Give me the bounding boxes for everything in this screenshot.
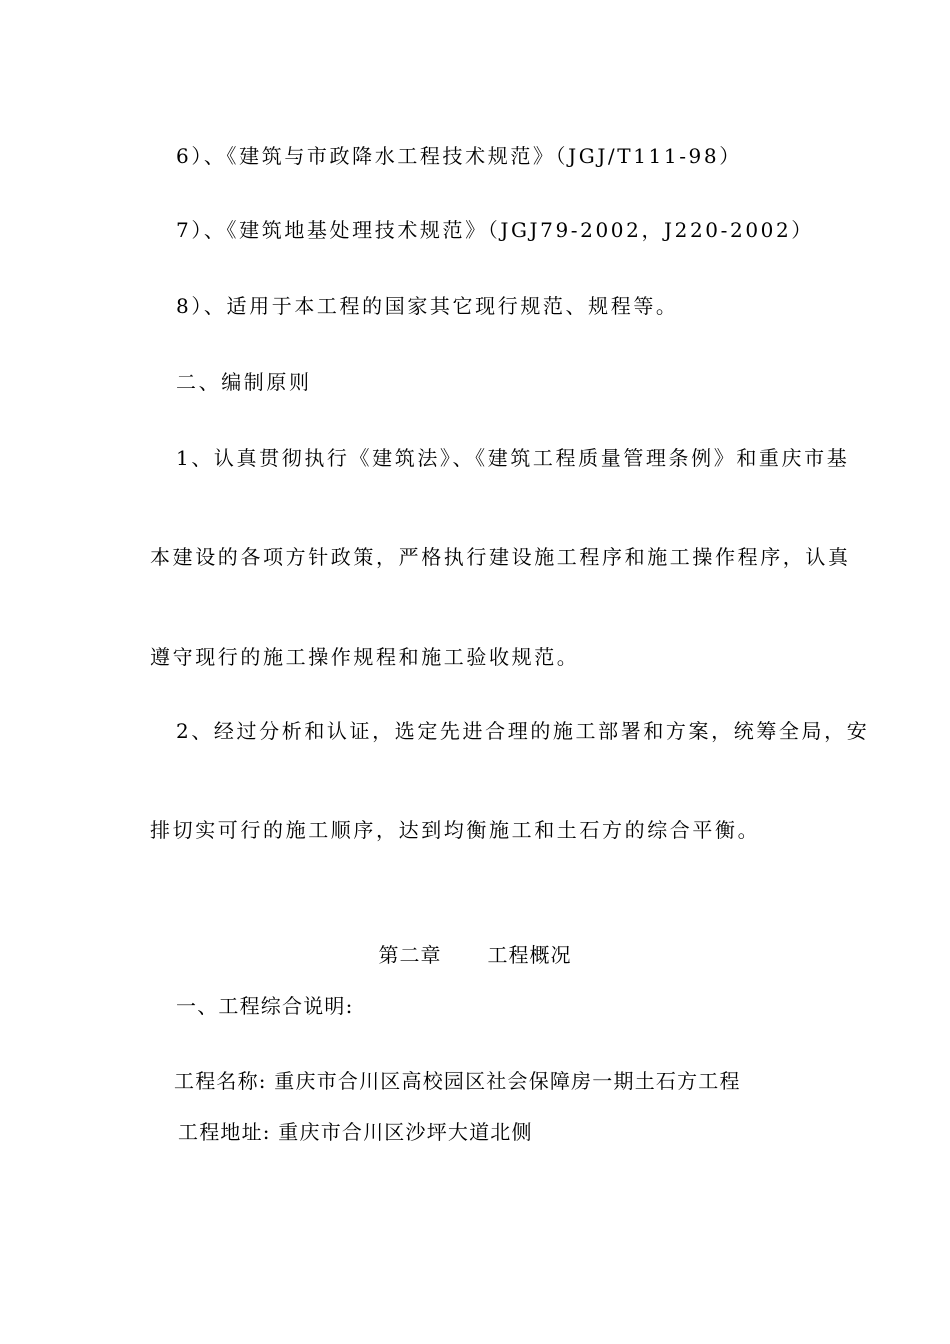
project-address: 工程地址: 重庆市合川区沙坪大道北侧 [178, 1120, 533, 1144]
chapter-title: 工程概况 [487, 943, 572, 967]
principle-1-line-1: 1、认真贯彻执行《建筑法》、《建筑工程质量管理条例》和重庆市基 [176, 446, 850, 470]
principle-2-line-1: 2、经过分析和认证，选定先进合理的施工部署和方案，统筹全局，安 [176, 719, 870, 743]
chapter-number: 第二章 [378, 943, 442, 967]
project-name: 工程名称: 重庆市合川区高校园区社会保障房一期土石方工程 [174, 1069, 741, 1093]
standard-item-8: 8）、适用于本工程的国家其它现行规范、规程等。 [176, 294, 679, 318]
principle-1-line-3: 遵守现行的施工操作规程和施工验收规范。 [150, 645, 580, 669]
standard-item-6: 6）、《建筑与市政降水工程技术规范》（JGJ/T111-98） [176, 144, 742, 168]
chapter-heading [0, 943, 950, 967]
section-heading-principles: 二、编制原则 [176, 370, 312, 394]
overview-heading: 一、工程综合说明: [176, 994, 354, 1018]
principle-1-line-2: 本建设的各项方针政策，严格执行建设施工程序和施工操作程序，认真 [150, 545, 851, 569]
principle-2-line-2: 排切实可行的施工顺序，达到均衡施工和土石方的综合平衡。 [150, 818, 761, 842]
standard-item-7: 7）、《建筑地基处理技术规范》（JGJ79-2002，J220-2002） [176, 218, 814, 242]
